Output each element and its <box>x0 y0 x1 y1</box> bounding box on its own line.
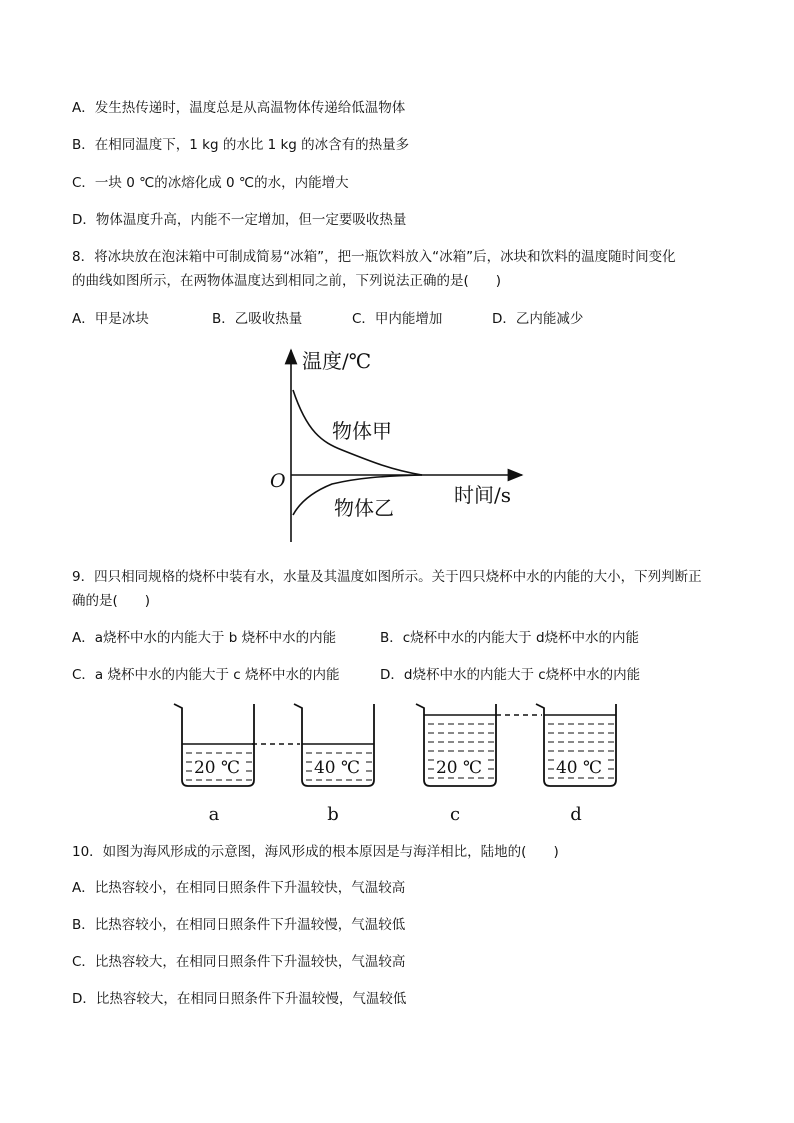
y-axis-label: 温度/℃ <box>302 349 372 373</box>
q7-option-c: C．一块 0 ℃的冰熔化成 0 ℃的水，内能增大 <box>72 175 349 191</box>
q10-option-b: B．比热容较小，在相同日照条件下升温较慢，气温较低 <box>72 917 406 933</box>
q10-option-c: C．比热容较大，在相同日照条件下升温较快，气温较高 <box>72 954 406 970</box>
q10-option-a: A．比热容较小，在相同日照条件下升温较快，气温较高 <box>72 880 406 896</box>
x-axis-label: 时间/s <box>454 483 512 507</box>
q7-option-b: B．在相同温度下，1 kg 的水比 1 kg 的冰含有的热量多 <box>72 137 410 153</box>
beaker-a-temp: 20 ℃ <box>193 758 241 778</box>
beaker-a <box>174 704 254 825</box>
q9-beakers-figure <box>170 698 620 828</box>
q9-option-b: B．c烧杯中水的内能大于 d烧杯中水的内能 <box>380 630 640 646</box>
q8-temperature-graph <box>262 342 542 547</box>
beaker-d-temp: 40 ℃ <box>555 758 603 778</box>
beaker-d <box>536 704 616 825</box>
beaker-c-temp: 20 ℃ <box>435 758 483 778</box>
q8-option-b: B．乙吸收热量 <box>212 311 303 327</box>
q8-option-a: A．甲是冰块 <box>72 311 149 327</box>
q8-stem-line1: 8．将冰块放在泡沫箱中可制成简易“冰箱”，把一瓶饮料放入“冰箱”后，冰块和饮料的温度随时间变化 <box>72 249 676 265</box>
curve-upper-label: 物体甲 <box>332 419 392 443</box>
q9-option-d: D．d烧杯中水的内能大于 c烧杯中水的内能 <box>380 667 641 683</box>
q9-options-row2 <box>72 666 722 684</box>
q9-options-row1 <box>72 629 722 647</box>
q10-stem: 10．如图为海风形成的示意图，海风形成的根本原因是与海洋相比，陆地的( ) <box>72 844 559 860</box>
q9-option-c: C．a 烧杯中水的内能大于 c 烧杯中水的内能 <box>72 667 340 683</box>
beaker-d-label: d <box>570 804 582 825</box>
q9-stem-line2: 确的是( ) <box>72 593 151 609</box>
q9-option-a: A．a烧杯中水的内能大于 b 烧杯中水的内能 <box>72 630 337 646</box>
beaker-b-temp: 40 ℃ <box>313 758 361 778</box>
q9-stem-line1: 9．四只相同规格的烧杯中装有水，水量及其温度如图所示。关于四只烧杯中水的内能的大小，下列判断正 <box>72 569 702 585</box>
beaker-a-label: a <box>208 804 220 825</box>
beaker-b <box>294 704 374 825</box>
curve-lower-label: 物体乙 <box>334 496 394 520</box>
origin-label: O <box>270 470 286 492</box>
q8-option-d: D．乙内能减少 <box>492 311 584 327</box>
beaker-c-label: c <box>449 804 461 825</box>
beaker-b-label: b <box>327 804 339 825</box>
q10-option-d: D．比热容较大，在相同日照条件下升温较慢，气温较低 <box>72 991 407 1007</box>
q8-option-c: C．甲内能增加 <box>352 311 443 327</box>
q7-option-d: D．物体温度升高，内能不一定增加，但一定要吸收热量 <box>72 212 407 228</box>
q8-stem-line2: 的曲线如图所示，在两物体温度达到相同之前，下列说法正确的是( ) <box>72 273 502 289</box>
q7-option-a: A．发生热传递时，温度总是从高温物体传递给低温物体 <box>72 100 406 116</box>
beaker-c <box>416 704 496 825</box>
q8-options <box>72 310 722 328</box>
